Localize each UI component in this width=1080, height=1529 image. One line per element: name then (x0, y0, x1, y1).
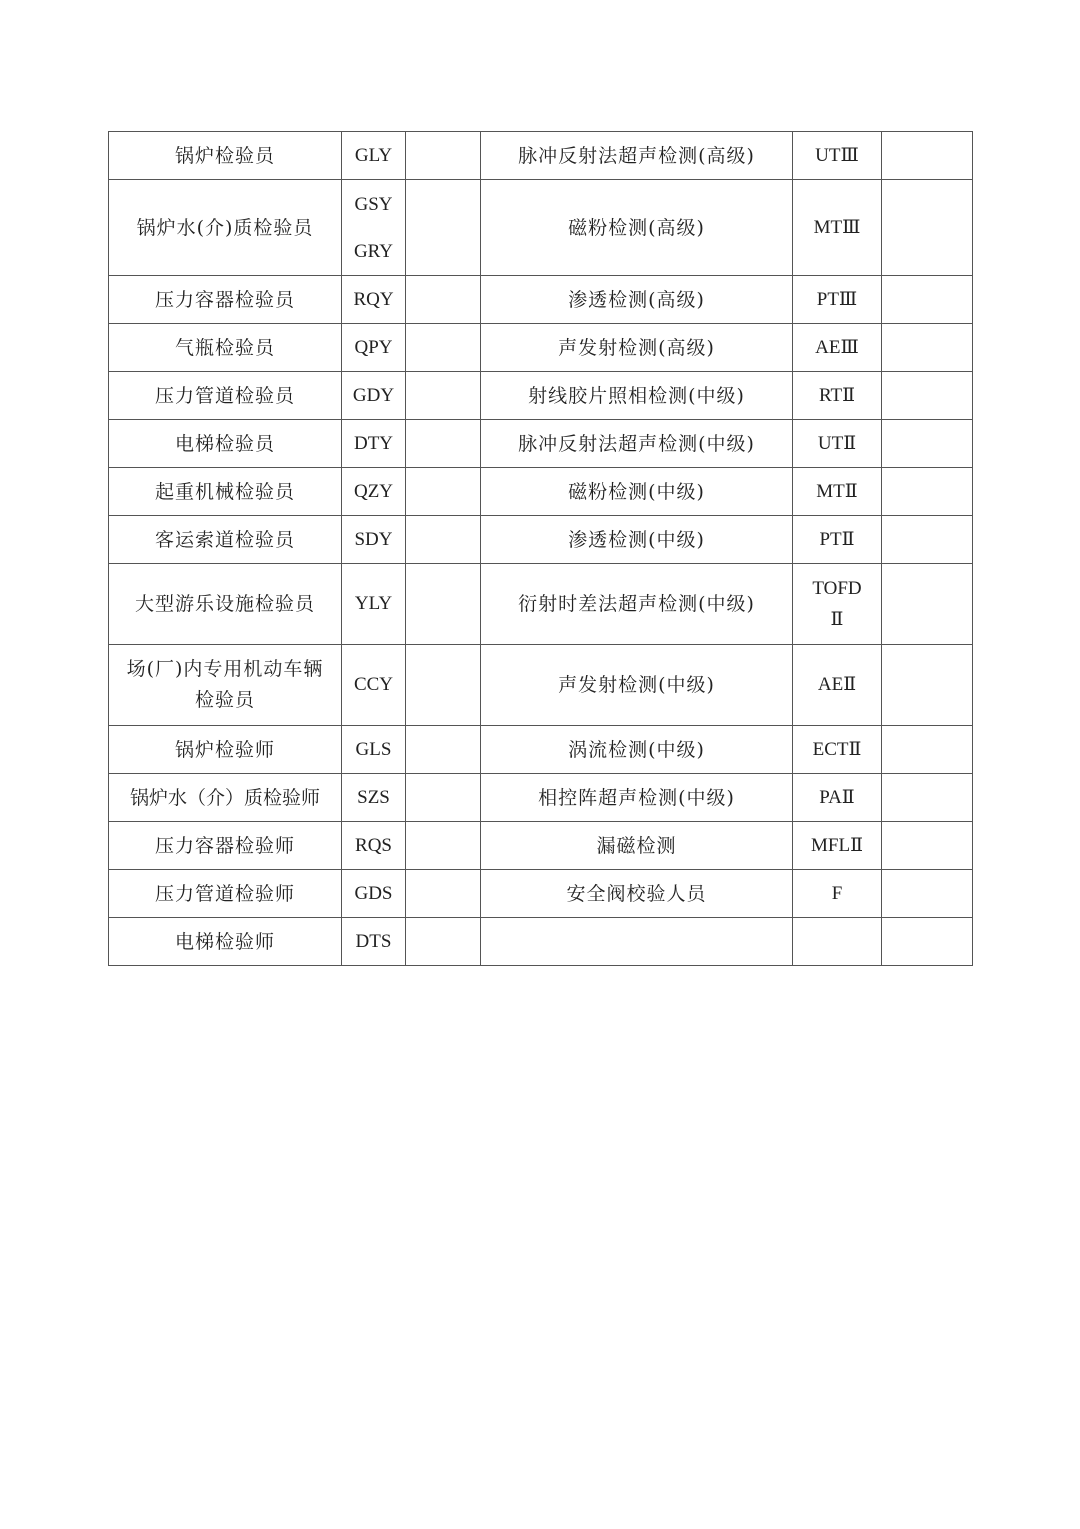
table-row (109, 822, 973, 870)
table-row (109, 645, 973, 726)
inspector-name-line: 检验员 (194, 689, 255, 711)
inspector-name-cell: 锅炉检验员 (109, 132, 342, 180)
test-level-cell: PTⅢ (793, 276, 882, 324)
empty-cell (406, 645, 481, 726)
table-row (109, 726, 973, 774)
inspector-name-line: 场(厂)内专用机动车辆 (126, 658, 324, 680)
test-method-cell: 渗透检测(高级) (481, 276, 793, 324)
inspector-code-cell: CCY (342, 645, 406, 726)
inspector-name-cell: 客运索道检验员 (109, 516, 342, 564)
table-row (109, 420, 973, 468)
table-row (109, 468, 973, 516)
table-row (109, 564, 973, 645)
empty-cell (882, 870, 973, 918)
test-level-cell: MTⅢ (793, 180, 882, 276)
test-method-cell: 磁粉检测(高级) (481, 180, 793, 276)
inspector-code-cell: QPY (342, 324, 406, 372)
empty-cell (406, 918, 481, 966)
test-method-cell: 射线胶片照相检测(中级) (481, 372, 793, 420)
test-method-cell: 渗透检测(中级) (481, 516, 793, 564)
table-row (109, 516, 973, 564)
inspector-code-cell: GDY (342, 372, 406, 420)
test-level-cell: UTⅢ (793, 132, 882, 180)
empty-cell (882, 564, 973, 645)
test-method-cell: 涡流检测(中级) (481, 726, 793, 774)
empty-cell (406, 822, 481, 870)
table-row (109, 372, 973, 420)
empty-cell (406, 180, 481, 276)
inspector-name-cell: 压力容器检验员 (109, 276, 342, 324)
empty-cell (882, 918, 973, 966)
empty-cell (882, 372, 973, 420)
empty-cell (882, 726, 973, 774)
inspector-name-cell: 压力管道检验员 (109, 372, 342, 420)
empty-cell (882, 180, 973, 276)
empty-cell (406, 564, 481, 645)
inspector-code-cell: GLS (342, 726, 406, 774)
inspector-code-cell: QZY (342, 468, 406, 516)
test-method-cell: 相控阵超声检测(中级) (481, 774, 793, 822)
inspector-name-cell (109, 645, 342, 726)
empty-cell (882, 774, 973, 822)
empty-cell (882, 516, 973, 564)
table-row (109, 132, 973, 180)
inspector-code-cell: RQS (342, 822, 406, 870)
inspector-code-cell (342, 180, 406, 276)
test-method-cell: 磁粉检测(中级) (481, 468, 793, 516)
inspector-code-line: GRY (353, 240, 394, 262)
inspector-code-cell: GDS (342, 870, 406, 918)
table-row (109, 918, 973, 966)
test-level-cell: MTⅡ (793, 468, 882, 516)
inspector-code-cell: GLY (342, 132, 406, 180)
empty-cell (406, 276, 481, 324)
test-method-cell: 脉冲反射法超声检测(高级) (481, 132, 793, 180)
test-level-cell (793, 564, 882, 645)
test-level-cell: AEⅡ (793, 645, 882, 726)
empty-cell (406, 516, 481, 564)
table-row (109, 276, 973, 324)
test-method-cell: 声发射检测(中级) (481, 645, 793, 726)
empty-cell (882, 468, 973, 516)
inspector-name-cell: 大型游乐设施检验员 (109, 564, 342, 645)
inspector-name-cell: 锅炉水(介)质检验员 (109, 180, 342, 276)
empty-cell (406, 726, 481, 774)
test-method-cell (481, 918, 793, 966)
qualification-code-table (108, 131, 973, 966)
test-level-line: Ⅱ (830, 609, 844, 630)
test-method-cell: 安全阀校验人员 (481, 870, 793, 918)
test-level-line: TOFD (812, 578, 862, 599)
empty-cell (406, 324, 481, 372)
inspector-name-cell: 压力容器检验师 (109, 822, 342, 870)
inspector-name-cell: 电梯检验员 (109, 420, 342, 468)
inspector-code-cell: SZS (342, 774, 406, 822)
inspector-code-cell: DTY (342, 420, 406, 468)
empty-cell (406, 132, 481, 180)
inspector-name-cell: 电梯检验师 (109, 918, 342, 966)
test-method-cell: 声发射检测(高级) (481, 324, 793, 372)
inspector-code-line: GSY (354, 193, 393, 215)
empty-cell (406, 468, 481, 516)
inspector-code-cell: SDY (342, 516, 406, 564)
inspector-code-cell: RQY (342, 276, 406, 324)
inspector-name-cell: 压力管道检验师 (109, 870, 342, 918)
empty-cell (882, 132, 973, 180)
test-method-cell: 脉冲反射法超声检测(中级) (481, 420, 793, 468)
empty-cell (882, 822, 973, 870)
table-row (109, 870, 973, 918)
test-level-cell: ECTⅡ (793, 726, 882, 774)
table-row (109, 180, 973, 276)
empty-cell (406, 774, 481, 822)
inspector-code-cell: DTS (342, 918, 406, 966)
test-level-cell: AEⅢ (793, 324, 882, 372)
empty-cell (406, 870, 481, 918)
test-level-cell: RTⅡ (793, 372, 882, 420)
inspector-name-cell: 锅炉检验师 (109, 726, 342, 774)
test-level-cell: PTⅡ (793, 516, 882, 564)
empty-cell (406, 372, 481, 420)
test-level-cell: UTⅡ (793, 420, 882, 468)
empty-cell (882, 276, 973, 324)
empty-cell (882, 420, 973, 468)
test-level-cell: PAⅡ (793, 774, 882, 822)
test-level-cell: F (793, 870, 882, 918)
inspector-name-cell: 锅炉水（介）质检验师 (109, 774, 342, 822)
inspector-name-cell: 气瓶检验员 (109, 324, 342, 372)
test-level-cell (793, 918, 882, 966)
test-level-cell: MFLⅡ (793, 822, 882, 870)
table-row (109, 774, 973, 822)
test-method-cell: 衍射时差法超声检测(中级) (481, 564, 793, 645)
empty-cell (882, 324, 973, 372)
table-row (109, 324, 973, 372)
test-method-cell: 漏磁检测 (481, 822, 793, 870)
inspector-code-cell: YLY (342, 564, 406, 645)
inspector-name-cell: 起重机械检验员 (109, 468, 342, 516)
empty-cell (406, 420, 481, 468)
empty-cell (882, 645, 973, 726)
